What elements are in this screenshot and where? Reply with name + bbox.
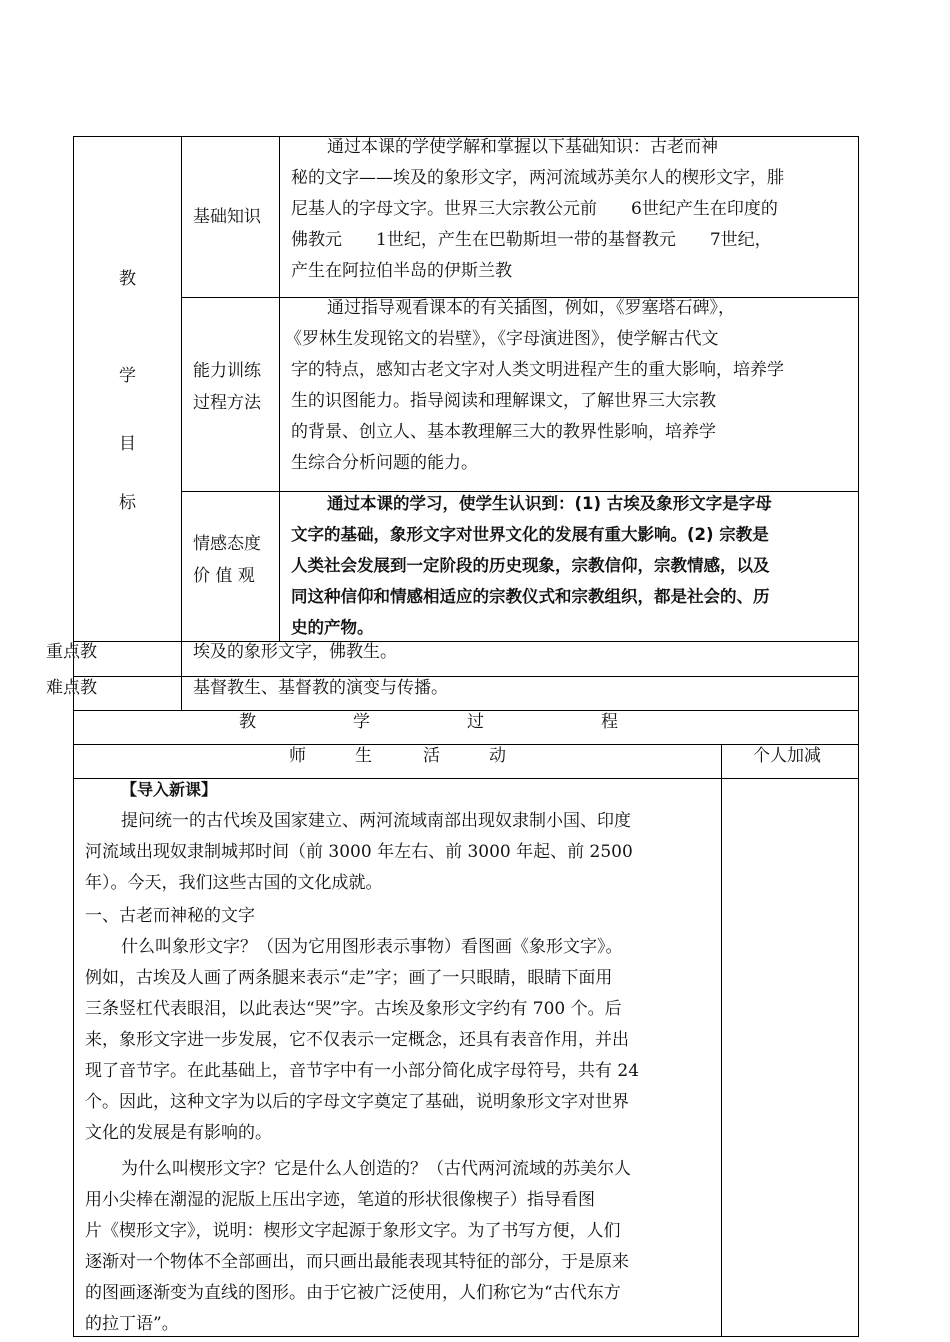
text-line: 生综合分析问题的能力。	[291, 453, 478, 473]
activity-header-char: 动	[489, 746, 506, 766]
table-border	[73, 136, 74, 1336]
difficult-point-value: 基督教生、基督教的演变与传播。	[193, 678, 448, 698]
objectives-label-char: 目	[119, 434, 136, 454]
text-line: 用小尖棒在潮湿的泥版上压出字迹，笔道的形状很像楔子）指导看图	[85, 1190, 595, 1210]
table-border	[858, 136, 859, 1336]
text-line: 例如，古埃及人画了两条腿来表示“走”字；画了一只眼睛，眼睛下面用	[85, 968, 613, 988]
text-line: 为什么叫楔形文字？它是什么人创造的？（古代两河流域的苏美尔人	[121, 1159, 631, 1179]
text-line: 人类社会发展到一定阶段的历史现象，宗教信仰，宗教情感，以及	[291, 556, 770, 575]
paragraph-pictograph	[85, 932, 639, 1149]
text-line: 生的识图能力。指导阅读和理解课文，了解世界三大宗教	[291, 391, 716, 411]
table-border	[73, 744, 859, 745]
text-line: 提问统一的古代埃及国家建立、两河流域南部出现奴隶制小国、印度	[121, 811, 631, 831]
key-point-value: 埃及的象形文字，佛教生。	[193, 642, 397, 662]
text-line: 通过本课的学使学解和掌握以下基础知识：古老而神	[327, 137, 718, 157]
activity-header-char: 活	[423, 746, 440, 766]
objectives-label-char: 学	[119, 366, 136, 386]
text-line: 个。因此，这种文字为以后的字母文字奠定了基础，说明象形文字对世界	[85, 1092, 629, 1112]
paragraph-cuneiform	[85, 1154, 631, 1340]
table-border	[73, 778, 859, 779]
emotion-label: 价 值 观	[193, 566, 255, 586]
text-line: 秘的文字——埃及的象形文字，两河流域苏美尔人的楔形文字，腓	[291, 168, 784, 188]
text-line: 的图画逐渐变为直线的图形。由于它被广泛使用，人们称它为“古代东方	[85, 1283, 621, 1303]
process-title-char: 过	[467, 712, 484, 732]
activity-header-char: 生	[355, 746, 372, 766]
text-line: 通过指导观看课本的有关插图，例如，《罗塞塔石碑》，	[327, 298, 735, 318]
text-line: 三条竖杠代表眼泪，以此表达“哭”字。古埃及象形文字约有 700 个。后	[85, 999, 622, 1019]
table-border	[73, 710, 859, 711]
table-border	[73, 676, 859, 677]
process-title-char: 教	[239, 712, 256, 732]
process-title-char: 程	[601, 712, 618, 732]
text-line: 片《楔形文字》，说明：楔形文字起源于象形文字。为了书写方便，人们	[85, 1221, 621, 1241]
key-point-label: 重点教	[46, 642, 97, 662]
activity-header-char: 师	[289, 746, 306, 766]
text-line: 佛教元 1世纪，产生在巴勒斯坦一带的基督教元 7世纪，	[291, 230, 772, 250]
personal-adjust-header: 个人加减	[753, 746, 821, 766]
ability-label: 能力训练	[193, 361, 261, 381]
text-line: 的背景、创立人、基本教理解三大的教界性影响，培养学	[291, 422, 716, 442]
knowledge-text	[291, 132, 784, 287]
objectives-label-char: 标	[119, 493, 136, 513]
text-line: 通过本课的学习，使学生认识到：(1) 古埃及象形文字是字母	[327, 494, 772, 513]
table-border	[279, 136, 280, 641]
table-border	[181, 136, 182, 710]
text-line: 字的特点，感知古老文字对人类文明进程产生的重大影响，培养学	[291, 360, 784, 380]
text-line: 年）。今天，我们这些古国的文化成就。	[85, 873, 383, 893]
intro-heading: 【导入新课】	[121, 780, 218, 799]
text-line: 同这种信仰和情感相适应的宗教仪式和宗教组织，都是社会的、历	[291, 587, 770, 606]
text-line: 文字的基础，象形文字对世界文化的发展有重大影响。(2) 宗教是	[291, 525, 769, 544]
text-line: 河流域出现奴隶制城邦时间（前 3000 年左右、前 3000 年起、前 2500	[85, 842, 633, 862]
process-title-char: 学	[353, 712, 370, 732]
text-line: 尼基人的字母文字。世界三大宗教公元前 6世纪产生在印度的	[291, 199, 778, 219]
text-line: 史的产物。	[291, 618, 374, 637]
table-border	[721, 744, 722, 1336]
text-line: 什么叫象形文字？（因为它用图形表示事物）看图画《象形文字》。	[121, 937, 623, 957]
ability-text	[285, 293, 784, 479]
emotion-text	[291, 488, 772, 643]
text-line: 逐渐对一个物体不全部画出，而只画出最能表现其特征的部分，于是原来	[85, 1252, 629, 1272]
difficult-point-label: 难点教	[46, 678, 97, 698]
text-line: 产生在阿拉伯半岛的伊斯兰教	[291, 261, 512, 281]
objectives-label-char: 教	[119, 269, 136, 289]
text-line: 来，象形文字进一步发展，它不仅表示一定概念，还具有表音作用，并出	[85, 1030, 629, 1050]
text-line: 《罗林生发现铭文的岩壁》，《字母演进图》，使学解古代文	[285, 329, 719, 349]
text-line: 现了音节字。在此基础上，音节字中有一小部分简化成字母符号，共有 24	[85, 1061, 640, 1081]
intro-paragraph	[85, 806, 633, 899]
section-heading: 一、古老而神秘的文字	[85, 906, 255, 926]
text-line: 文化的发展是有影响的。	[85, 1123, 272, 1143]
emotion-label: 情感态度	[193, 534, 261, 554]
text-line: 的拉丁语”。	[85, 1314, 179, 1334]
knowledge-label: 基础知识	[193, 207, 261, 227]
ability-label: 过程方法	[193, 393, 261, 413]
